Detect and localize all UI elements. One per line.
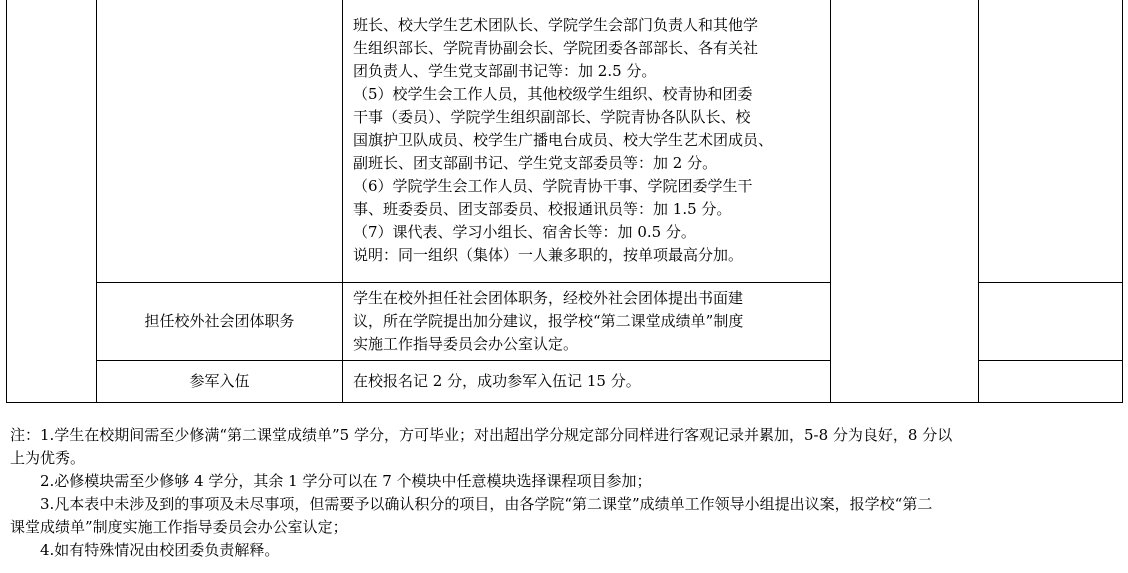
- description-line: 班长、校大学生艺术团队长、学院学生会部门负责人和其他学: [353, 16, 759, 34]
- note-line: 4.如有特殊情况由校团委负责解释。: [40, 541, 280, 559]
- score-cell: [831, 0, 979, 403]
- description-line: （5）校学生会工作人员，其他校级学生组织、校青协和团委: [353, 85, 753, 103]
- description-line: 事、班委委员、团支部委员、校报通讯员等：加 1.5 分。: [353, 200, 732, 218]
- description-line: 国旗护卫队成员、校学生广播电台成员、校大学生艺术团成员、: [353, 131, 774, 149]
- note-line: 3.凡本表中未涉及到的事项及未尽事项，但需要予以确认积分的项目，由各学院“第二课堂”成绩单工作领导小组提出议案，报学校“第二: [40, 495, 933, 513]
- description-line: （6）学院学生会工作人员、学院青协干事、学院团委学生干: [353, 177, 753, 195]
- description-line: 团负责人、学生党支部副书记等：加 2.5 分。: [353, 62, 657, 80]
- description-line: 说明：同一组织（集体）一人兼多职的，按单项最高分加。: [353, 246, 744, 264]
- note-line: 课堂成绩单”制度实施工作指导委员会办公室认定；: [10, 518, 348, 536]
- description-line: 生组织部长、学院青协副会长、学院团委各部部长、各有关社: [353, 39, 759, 57]
- description-line: 副班长、团支部副书记、学生党支部委员等：加 2 分。: [353, 154, 718, 172]
- description-line: 学生在校外担任社会团体职务，经校外社会团体提出书面建: [353, 289, 744, 307]
- description-cell: [343, 361, 831, 403]
- description-cell: [343, 283, 831, 361]
- notes-section: [10, 424, 1122, 562]
- item-cell: 参军入伍: [97, 361, 343, 403]
- description-cell: [343, 0, 831, 283]
- description-line: 实施工作指导委员会办公室认定。: [353, 335, 579, 353]
- description-line: （7）课代表、学习小组长、宿舍长等：加 0.5 分。: [353, 223, 696, 241]
- table-row: [7, 0, 1123, 283]
- item-cell: [97, 0, 343, 283]
- note-line: 2.必修模块需至少修够 4 学分，其余 1 学分可以在 7 个模块中任意模块选择课程项目参加；: [40, 472, 652, 490]
- module-cell: [7, 0, 97, 403]
- remark-cell: [979, 283, 1123, 361]
- remark-cell: [979, 361, 1123, 403]
- credit-table: [6, 0, 1123, 403]
- note-line: 上为优秀。: [10, 449, 86, 467]
- remark-cell: [979, 0, 1123, 283]
- item-cell: 担任校外社会团体职务: [97, 283, 343, 361]
- description-line: 在校报名记 2 分，成功参军入伍记 15 分。: [353, 372, 641, 390]
- note-line: 注：1.学生在校期间需至少修满“第二课堂成绩单”5 学分，方可毕业；对出超出学分规定部分同样进行客观记录并累加，5-8 分为良好，8 分以: [10, 426, 953, 444]
- description-line: 议，所在学院提出加分建议，报学校“第二课堂成绩单”制度: [353, 312, 744, 330]
- description-line: 干事（委员）、学院学生组织副部长、学院青协各队队长、校: [353, 108, 751, 126]
